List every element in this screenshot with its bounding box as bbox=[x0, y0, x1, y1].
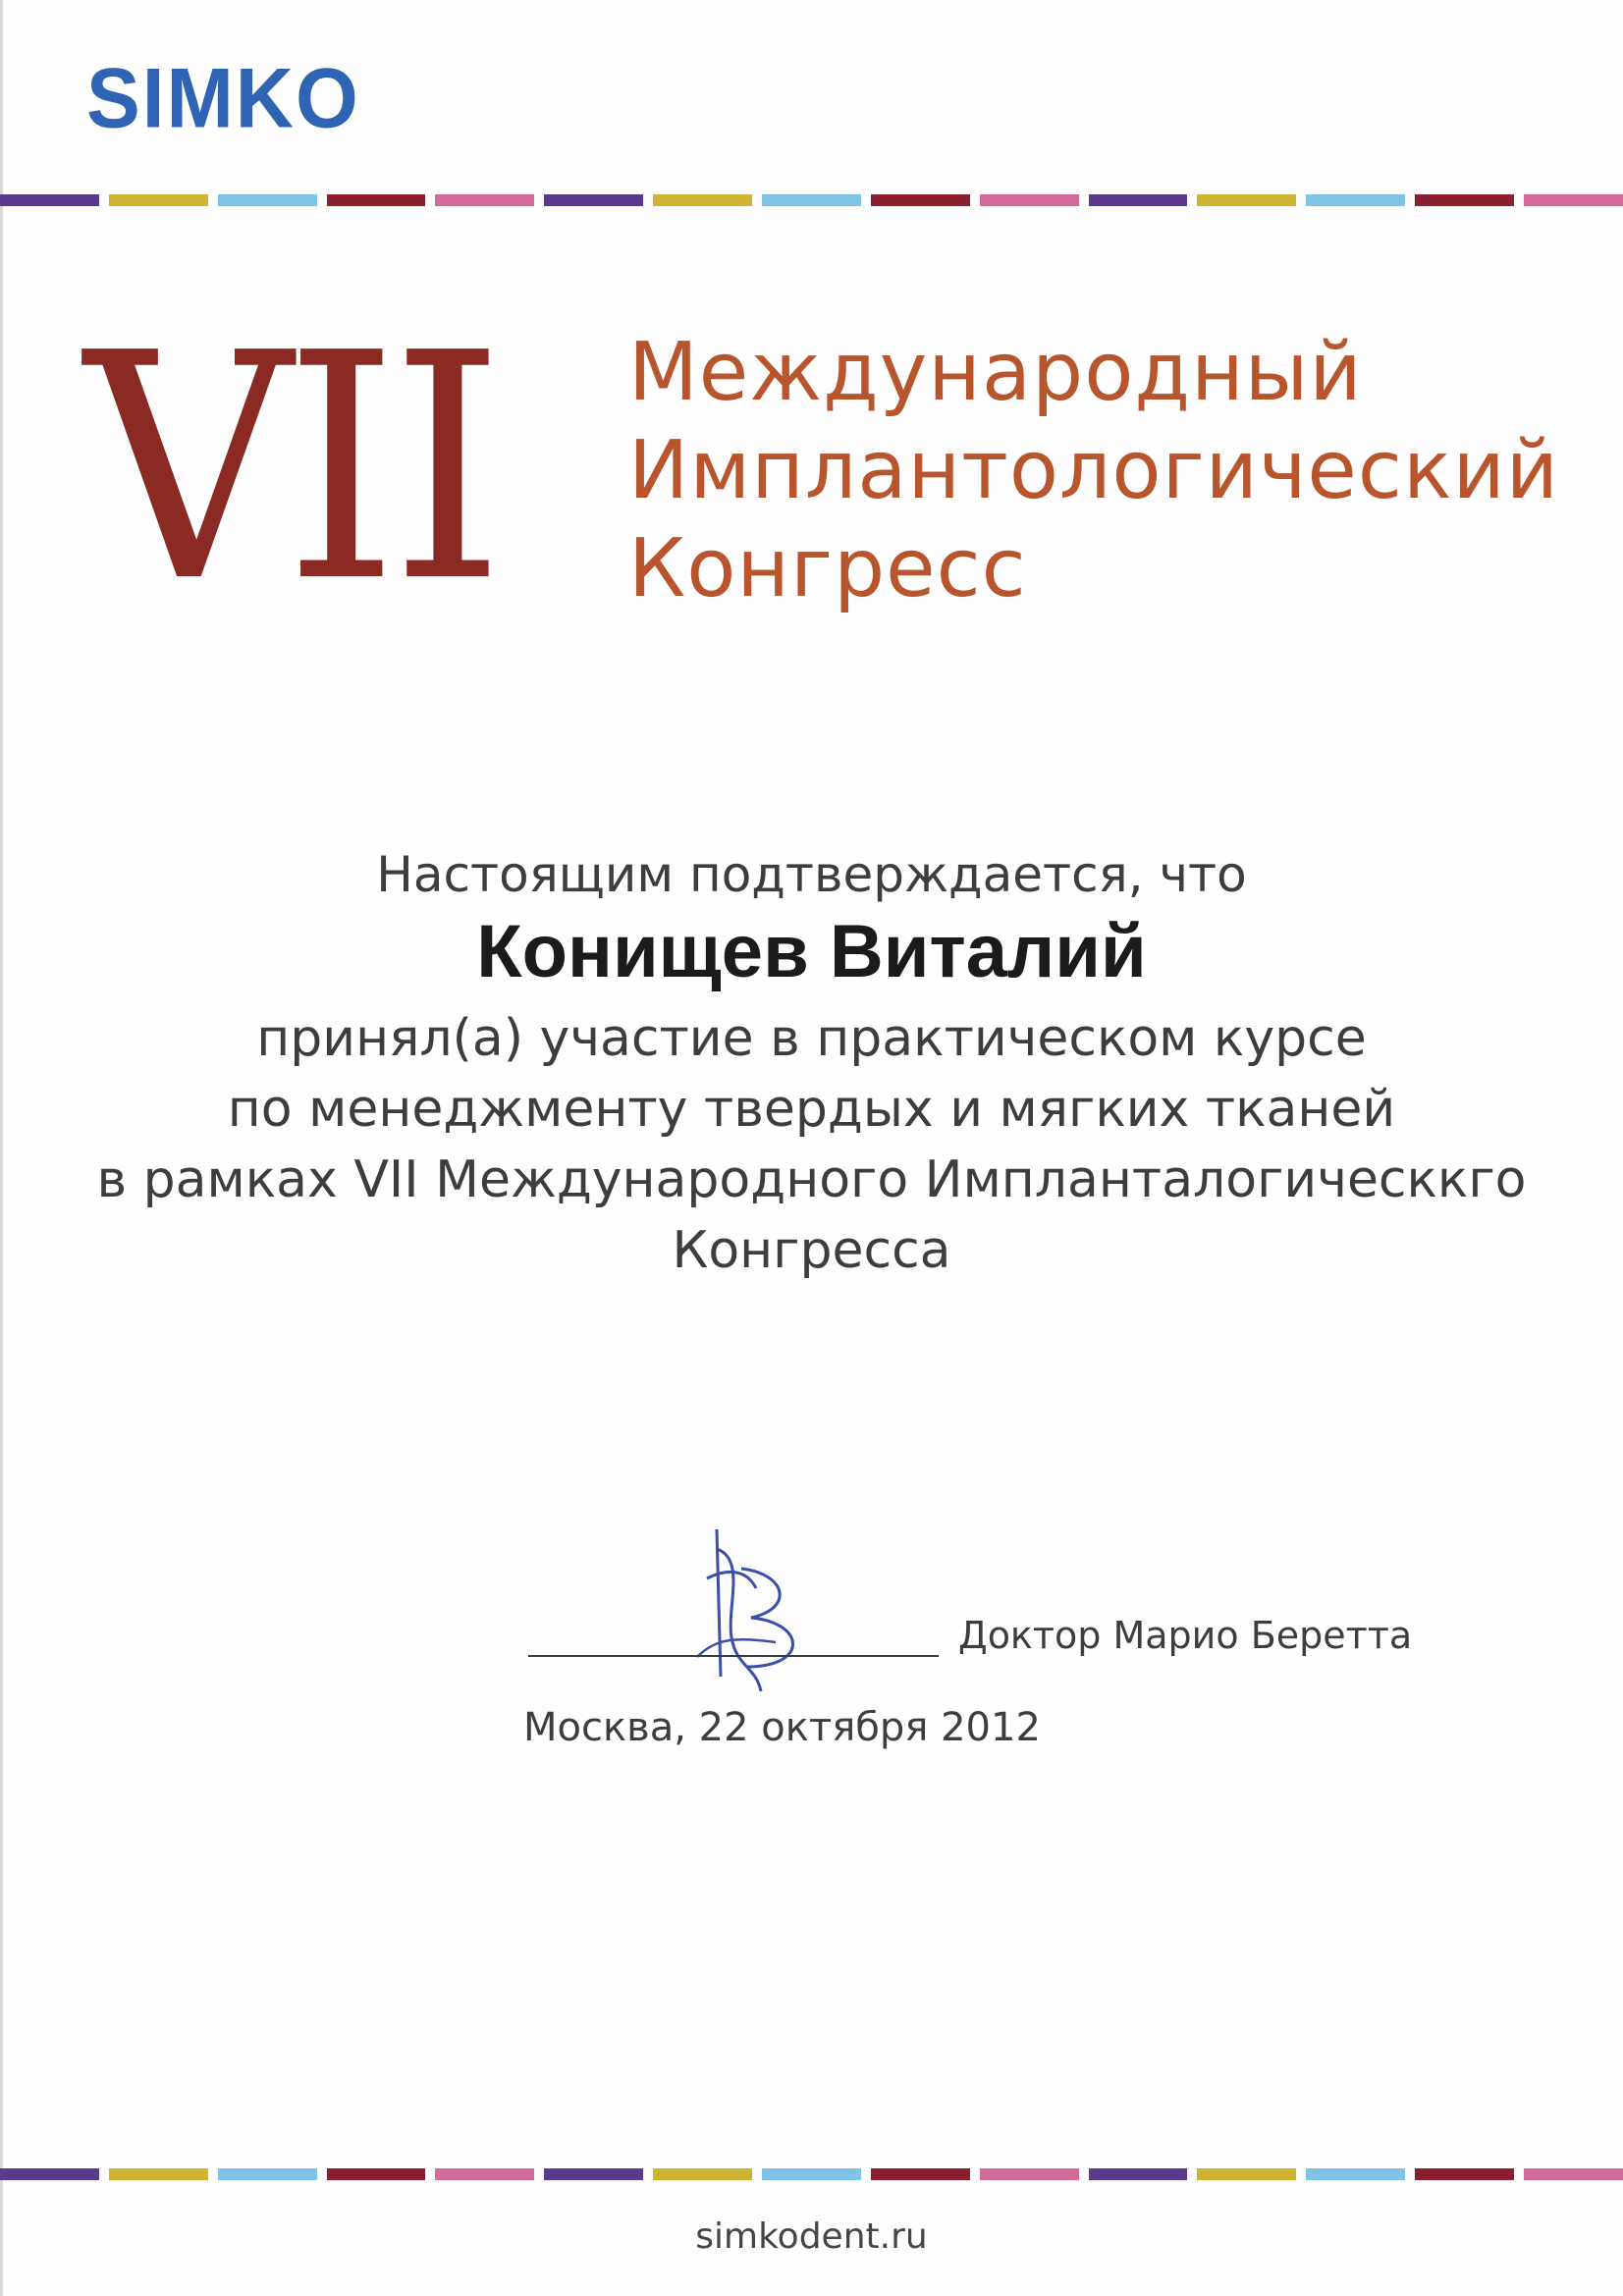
website-link: simkodent.ru bbox=[695, 2216, 928, 2257]
stripe-segment bbox=[1089, 194, 1188, 206]
stripe-segment bbox=[762, 194, 861, 206]
stripe-segment bbox=[980, 2168, 1079, 2180]
handwritten-signature bbox=[687, 1520, 844, 1696]
stripe-segment bbox=[1415, 194, 1514, 206]
title-line-1: Международный bbox=[628, 326, 1363, 419]
title-line-2: Имплантологический bbox=[628, 424, 1560, 517]
course-description bbox=[0, 1003, 1623, 1286]
description-line-3: в рамках VII Международного Импланталогическкго bbox=[96, 1150, 1527, 1209]
description-line-4: Конгресса bbox=[672, 1221, 951, 1280]
stripe-segment bbox=[1415, 2168, 1514, 2180]
top-color-stripe bbox=[0, 194, 1623, 206]
simko-logo: SIMKO bbox=[86, 51, 360, 146]
stripe-segment bbox=[1306, 2168, 1405, 2180]
stripe-segment bbox=[109, 194, 208, 206]
stripe-segment bbox=[327, 194, 426, 206]
stripe-segment bbox=[1524, 194, 1623, 206]
stripe-segment bbox=[544, 194, 643, 206]
bottom-color-stripe bbox=[0, 2168, 1623, 2180]
stripe-segment bbox=[871, 2168, 970, 2180]
signature-line bbox=[528, 1655, 939, 1657]
title-line-3: Конгресс bbox=[628, 522, 1027, 615]
description-line-1: принял(а) участие в практическом курсе bbox=[256, 1009, 1367, 1068]
roman-numeral: VII bbox=[84, 287, 498, 650]
stripe-segment bbox=[1197, 2168, 1296, 2180]
stripe-segment bbox=[1524, 2168, 1623, 2180]
stripe-segment bbox=[1306, 194, 1405, 206]
stripe-segment bbox=[871, 194, 970, 206]
stripe-segment bbox=[653, 2168, 752, 2180]
recipient-name: Конищев Виталий bbox=[476, 910, 1147, 993]
stripe-segment bbox=[544, 2168, 643, 2180]
congress-title bbox=[628, 324, 1559, 618]
confirmation-text: Настоящим подтверждается, что bbox=[376, 846, 1247, 903]
stripe-segment bbox=[435, 194, 534, 206]
stripe-segment bbox=[1197, 194, 1296, 206]
stripe-segment bbox=[1089, 2168, 1188, 2180]
stripe-segment bbox=[0, 194, 99, 206]
stripe-segment bbox=[327, 2168, 426, 2180]
stripe-segment bbox=[435, 2168, 534, 2180]
description-line-2: по менеджменту твердых и мягких тканей bbox=[227, 1080, 1396, 1139]
stripe-segment bbox=[218, 194, 317, 206]
stripe-segment bbox=[980, 194, 1079, 206]
place-date: Москва, 22 октября 2012 bbox=[523, 1705, 1041, 1750]
stripe-segment bbox=[653, 194, 752, 206]
stripe-segment bbox=[218, 2168, 317, 2180]
stripe-segment bbox=[0, 2168, 99, 2180]
signer-name: Доктор Марио Беретта bbox=[958, 1614, 1413, 1657]
stripe-segment bbox=[109, 2168, 208, 2180]
stripe-segment bbox=[762, 2168, 861, 2180]
